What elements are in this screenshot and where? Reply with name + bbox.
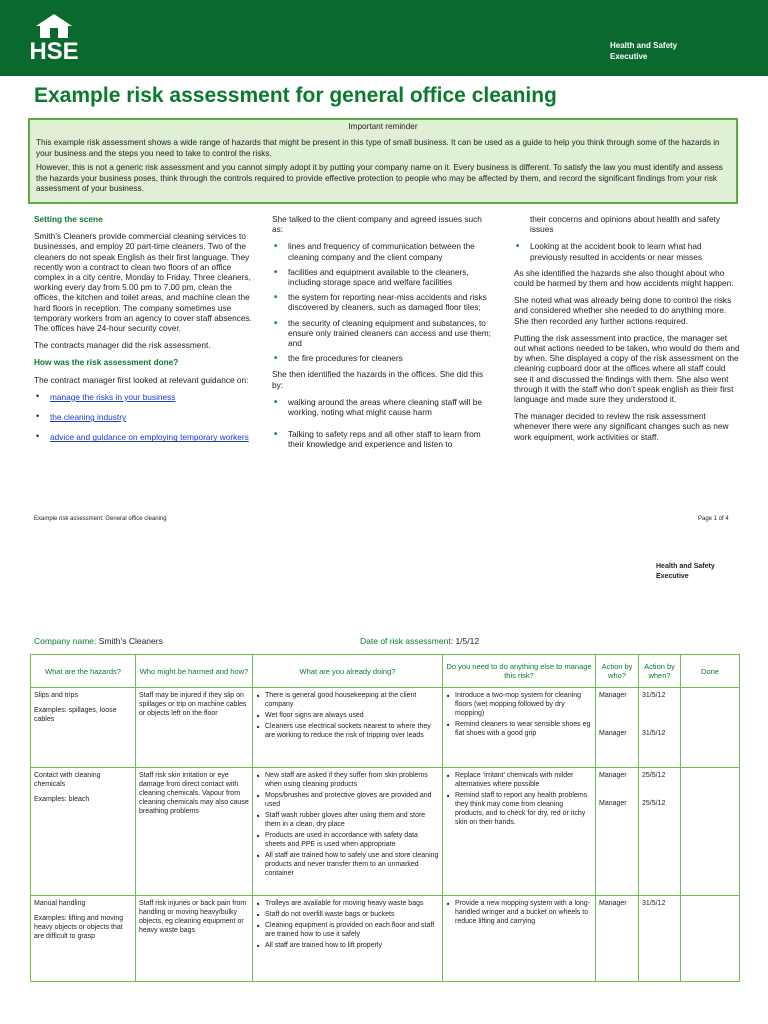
table-row [31, 688, 740, 768]
who-cell: Staff risk skin irritation or eye damage from direct contact with cleaning chemicals. Vapour from cleaning chemicals may also cause breathing problems [136, 768, 253, 896]
reminder-paragraph-1: This example risk assessment shows a wide range of hazards that might be present in this type of small business. It can be used as a guide to help you think through some of the hazards in your business and the steps you need to take to control the risks. [36, 138, 720, 158]
list-item [34, 392, 256, 402]
setting-scene-heading: Setting the scene [34, 214, 103, 224]
list-item: ■ Replace ‘irritant’ chemicals with milder alternatives where possible [446, 771, 592, 789]
list-item: ■ There is general good housekeeping at the client company [256, 691, 439, 709]
hazard-cell [31, 896, 136, 982]
list-item: ■ All staff are trained how to lift properly [256, 941, 439, 950]
list-item: ■ lines and frequency of communication between the cleaning company and the client company [272, 241, 494, 261]
agency-line-1: Health and Safety [610, 41, 678, 50]
page2-agency-line-2: Executive [656, 573, 689, 580]
guidance-intro: The contract manager first looked at relevant guidance on: [34, 374, 249, 385]
list-item: ■ walking around the areas where cleaning staff will be working, noting what might cause harm [272, 397, 494, 417]
who-cell: Staff risk injuries or back pain from handling or moving heavy/bulky objects, eg cleaning equipment or heavy waste bags [136, 896, 253, 982]
list-item: ■ Wet floor signs are always used [256, 711, 439, 720]
company-label: Company name: [34, 636, 97, 646]
list-item: ■ the system for reporting near-miss accidents and risks discovered by cleaners, such as damaged floor tiles; [272, 292, 494, 312]
list-item: ■ Talking to safety reps and all other staff to learn from their knowledge and experience and listen to [272, 429, 494, 449]
how-done-heading: How was the risk assessment done? [34, 357, 179, 368]
link-manage-risks[interactable]: manage the risks in your business [50, 391, 176, 402]
hazard-examples: Examples: bleach [34, 796, 90, 803]
hazard-name: Contact with cleaning chemicals [34, 772, 101, 788]
hazard-examples: Examples: lifting and moving heavy objects or objects that are difficult to grasp [34, 915, 124, 940]
hazard-name: Manual handling [34, 900, 86, 907]
action-when-cell [639, 896, 681, 982]
page-number: Page 1 of 4 [698, 516, 729, 522]
done-cell [681, 768, 740, 896]
page2-header [656, 562, 756, 582]
link-cleaning-industry[interactable]: the cleaning industry [50, 412, 127, 423]
header-bar [0, 0, 768, 76]
agency-line-2: Executive [610, 52, 648, 61]
company-value: Smith’s Cleaners [98, 636, 163, 646]
hazard-examples: Examples: spillages, loose cables [34, 707, 117, 723]
action-when: 31/5/12 [642, 730, 666, 737]
action-who: Manager [599, 692, 627, 699]
accident-book-list [514, 241, 740, 261]
list-item: ■ Products are used in accordance with safety data sheets and PPE is used when appropriate [256, 831, 439, 849]
reminder-heading: Important reminder [348, 122, 418, 131]
review-text: The manager decided to review the risk assessment whenever there were any significant changes such as new work equipment, work activities or staff. [514, 411, 729, 442]
contracts-manager-text: The contracts manager did the risk assessment. [34, 340, 211, 351]
date-label: Date of risk assessment: [360, 636, 454, 646]
list-item: ■ the security of cleaning equipment and substances, to ensure only trained cleaners can access and use them; and [272, 318, 494, 349]
practice-text: Putting the risk assessment into practice, the manager set out what actions needed to be taken, who would do them and by when. She displayed a copy of the risk assessment on the cleaning cupboard door at the offices where all staff could see it and discussed the findings with them. She also went through it with the staff who don’t speak english as their first language and made sure they understood it. [514, 332, 740, 405]
hse-logo [28, 12, 80, 64]
reminder-paragraph-2: However, this is not a generic risk assessment and you cannot simply adopt it by putting your company name on it. Every business is different. To satisfy the law you must identify and assess the hazards your business poses, think through the controls required to provide effective protection to people who may be affected by them, and record the significant findings from your risk assessment of your business. [36, 163, 723, 194]
header-doing: What are you already doing? [253, 655, 443, 688]
who-cell: Staff may be injured if they slip on spillages or trip on machine cables or objects left on the floor [136, 688, 253, 768]
table-row [31, 768, 740, 896]
action-who: Manager [599, 772, 627, 779]
doing-cell [253, 688, 443, 768]
header-who: Who might be harmed and how? [136, 655, 253, 688]
header-done: Done [681, 655, 740, 688]
date-value: 1/5/12 [455, 636, 480, 646]
setting-scene-text: Smith’s Cleaners provide commercial cleaning services to businesses, and employ 20 part-time cleaners. Two of the cleaners do not speak English as their first language. They recently won a contract to clean two floors of an office complex in a city centre, Monday to Friday. Three cleaners, working every day from 5.00 pm to 7.00 pm, clean the offices, the kitchen and toilet areas, and machine clean the hard floors in reception. The company sometimes use temporary workers from an agency to cover staff absences. The offices have 24-hour security cover. [34, 231, 252, 334]
list-item: ■ the fire procedures for cleaners [272, 353, 494, 363]
doing-cell [253, 896, 443, 982]
page2-agency-line-1: Health and Safety [656, 563, 715, 570]
hazard-name: Slips and trips [34, 692, 78, 699]
hazard-cell [31, 768, 136, 896]
logo-text: HSE [29, 38, 79, 65]
controls-text: She noted what was already being done to control the risks and considered whether she needed to do anything more. She then recorded any further actions required. [514, 295, 732, 326]
action-who-cell [596, 896, 639, 982]
action-when: 31/5/12 [642, 900, 666, 907]
client-issues-list [272, 241, 494, 363]
list-item [34, 432, 256, 442]
list-item: ■ Staff do not overfill waste bags or buckets [256, 910, 439, 919]
list-item: ■ New staff are asked if they suffer from skin problems when using cleaning products [256, 771, 439, 789]
column-1 [34, 214, 256, 448]
important-reminder-box [28, 118, 738, 204]
client-intro: She talked to the client company and agreed issues such as: [272, 214, 482, 235]
done-cell [681, 896, 740, 982]
table-header-row [31, 655, 740, 688]
list-item: ■ All staff are trained how to safely use and store cleaning products and never transfer them to an unmarked container [256, 851, 439, 878]
who-harmed-text: As she identified the hazards she also thought about who could be harmed by them and how accidents might happen. [514, 267, 734, 289]
agency-name [610, 40, 730, 62]
action-when: 25/5/12 [642, 772, 666, 779]
risk-assessment-table [30, 654, 740, 982]
list-item: ■ Remind staff to report any health problems they think may come from cleaning products, and to check for dry, red or itchy skin on their hands. [446, 791, 592, 827]
done-cell [681, 688, 740, 768]
doing-cell [253, 768, 443, 896]
list-item: ■ Introduce a two-mop system for cleaning floors (wet mopping followed by dry mopping) [446, 691, 592, 718]
header-action-who: Action by who? [596, 655, 639, 688]
page-title: Example risk assessment for general office cleaning [34, 84, 557, 107]
action-who: Manager [599, 900, 627, 907]
action-who-cell [596, 768, 639, 896]
table-row [31, 896, 740, 982]
action-when: 25/5/12 [642, 800, 666, 807]
continued-text: their concerns and opinions about health and safety issues [530, 214, 721, 235]
list-item [34, 412, 256, 422]
header-else: Do you need to do anything else to manage this risk? [443, 655, 596, 688]
else-cell [443, 768, 596, 896]
column-3 [514, 214, 740, 449]
list-item: ■ Cleaners use electrical sockets nearest to where they are working to reduce the risk of tripping over leads [256, 722, 439, 740]
column-2 [272, 214, 494, 456]
hazard-cell [31, 688, 136, 768]
else-cell [443, 688, 596, 768]
action-who: Manager [599, 730, 627, 737]
list-item: ■ facilities and equipment available to the cleaners, including storage space and welfare facilities [272, 267, 494, 287]
list-item: ■ Staff wash rubber gloves after using them and store them in a clean, dry place [256, 811, 439, 829]
guidance-links [34, 392, 256, 443]
list-item: ■ Mops/brushes and protective gloves are provided and used [256, 791, 439, 809]
else-cell [443, 896, 596, 982]
header-hazards: What are the hazards? [31, 655, 136, 688]
action-who-cell [596, 688, 639, 768]
identification-list [272, 397, 494, 450]
action-who: Manager [599, 800, 627, 807]
list-item: ■ Looking at the accident book to learn what had previously resulted in accidents or near misses [514, 241, 740, 261]
action-when-cell [639, 768, 681, 896]
list-item: ■ Provide a new mopping system with a long-handled wringer and a bucket on wheels to reduce lifting and carrying [446, 899, 592, 926]
list-item: ■ Remind cleaners to wear sensible shoes eg flat shoes with a good grip [446, 720, 592, 738]
link-temporary-workers[interactable]: advice and guidance on employing temporary workers [50, 432, 249, 443]
assessment-date [360, 636, 479, 646]
list-item: ■ Trolleys are available for moving heavy waste bags [256, 899, 439, 908]
footer-title: Example risk assessment: General office cleaning [34, 516, 167, 522]
list-item: ■ Cleaning equipment is provided on each floor and staff are trained how to use it safely [256, 921, 439, 939]
header-action-when: Action by when? [639, 655, 681, 688]
action-when: 31/5/12 [642, 692, 666, 699]
action-when-cell [639, 688, 681, 768]
company-name [34, 636, 163, 646]
hazards-intro: She then identified the hazards in the offices. She did this by: [272, 369, 484, 390]
